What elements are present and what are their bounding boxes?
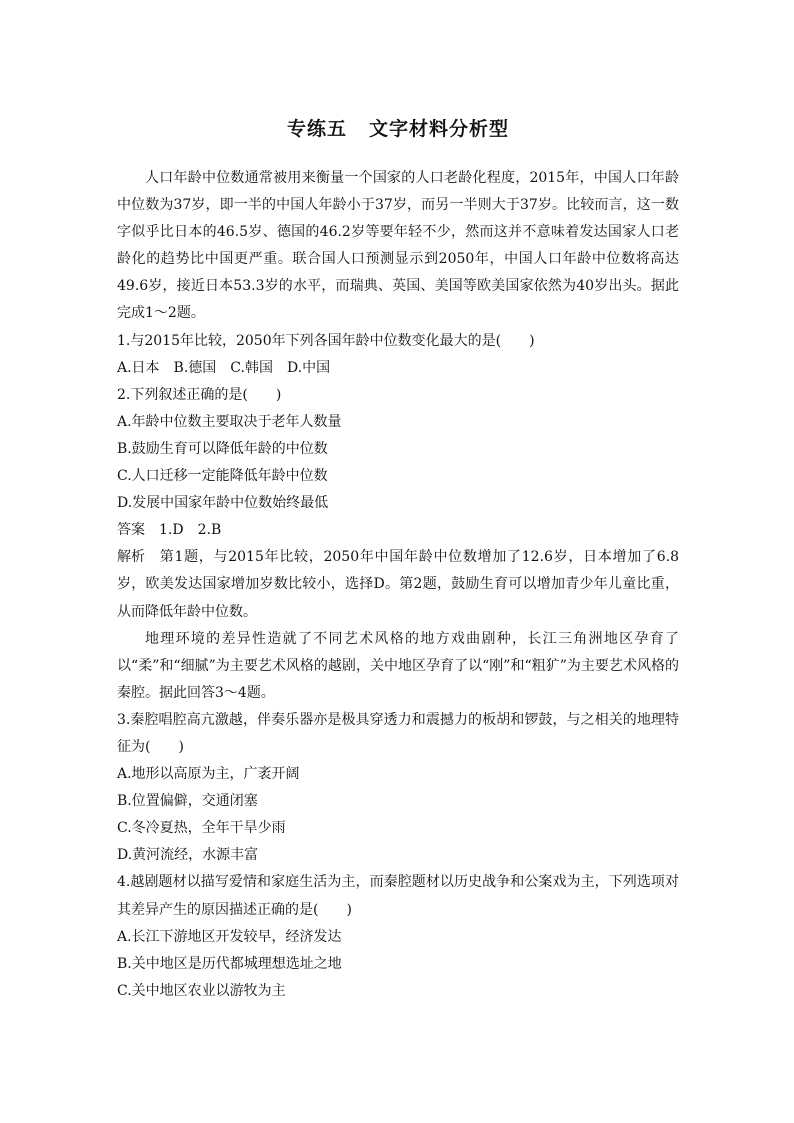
question-4-option-a: A.长江下游地区开发较早，经济发达 xyxy=(117,928,342,945)
page-title xyxy=(117,112,679,146)
document-content xyxy=(117,112,679,1005)
question-2-stem: 2.下列叙述正确的是( ) xyxy=(117,386,282,403)
question-1-stem: 1.与2015年比较，2050年下列各国年龄中位数变化最大的是( ) xyxy=(117,332,535,349)
question-3-option-d: D.黄河流经，水源丰富 xyxy=(117,847,259,864)
question-3-stem: 3.秦腔唱腔高亢激越，伴奏乐器亦是极具穿透力和震撼力的板胡和锣鼓，与之相关的地理特征为( ) xyxy=(117,711,679,755)
analysis-label: 解析 xyxy=(117,549,145,566)
answer-line xyxy=(117,517,679,544)
passage-1: 人口年龄中位数通常被用来衡量一个国家的人口老龄化程度，2015年，中国人口年龄中位数为37岁，即一半的中国人年龄小于37岁，而另一半则大于37岁。比较而言，这一数字似乎比日本的46.5岁、德国的46.2岁等要年轻不少，然而这并不意味着发达国家人口老龄化的趋势比中国更严重。联合国人口预测显示到2050年，中国人口年龄中位数将高达49.6岁，接近日本53.3岁的水平，而瑞典、英国、美国等欧美国家依然为40岁出头。据此完成1～2题。 xyxy=(117,170,679,322)
title-part1: 专练五 xyxy=(286,118,347,140)
question-2-option-b: B.鼓励生育可以降低年龄的中位数 xyxy=(117,440,328,457)
question-2-option-a: A.年龄中位数主要取决于老年人数量 xyxy=(117,413,342,430)
question-4-option-c: C.关中地区农业以游牧为主 xyxy=(117,982,286,999)
question-3-option-a: A.地形以高原为主，广袤开阔 xyxy=(117,766,300,783)
answer-text: 1.D 2.B xyxy=(159,522,222,539)
question-2-option-c: C.人口迁移一定能降低年龄中位数 xyxy=(117,468,328,485)
question-2-option-d: D.发展中国家年龄中位数始终最低 xyxy=(117,495,329,512)
question-3-option-b: B.位置偏僻，交通闭塞 xyxy=(117,793,258,810)
title-part2: 文字材料分析型 xyxy=(369,118,510,140)
question-3-option-c: C.冬冷夏热，全年干旱少雨 xyxy=(117,820,286,837)
question-1-options: A.日本 B.德国 C.韩国 D.中国 xyxy=(117,359,331,376)
passage-2: 地理环境的差异性造就了不同艺术风格的地方戏曲剧种，长江三角洲地区孕育了以“柔”和“细腻”为主要艺术风格的越剧，关中地区孕育了以“刚”和“粗犷”为主要艺术风格的秦腔。据此回答3～4题。 xyxy=(117,630,679,701)
question-4-stem: 4.越剧题材以描写爱情和家庭生活为主，而秦腔题材以历史战争和公案戏为主，下列选项对其差异产生的原因描述正确的是( ) xyxy=(117,874,679,918)
analysis-block xyxy=(117,544,679,625)
question-4-option-b: B.关中地区是历代都城理想选址之地 xyxy=(117,955,342,972)
answer-label: 答案 xyxy=(117,522,145,539)
analysis-text: 第1题，与2015年比较，2050年中国年龄中位数增加了12.6岁，日本增加了6.8岁，欧美发达国家增加岁数比较小，选择D。第2题，鼓励生育可以增加青少年儿童比重，从而降低年龄中位数。 xyxy=(117,549,679,620)
